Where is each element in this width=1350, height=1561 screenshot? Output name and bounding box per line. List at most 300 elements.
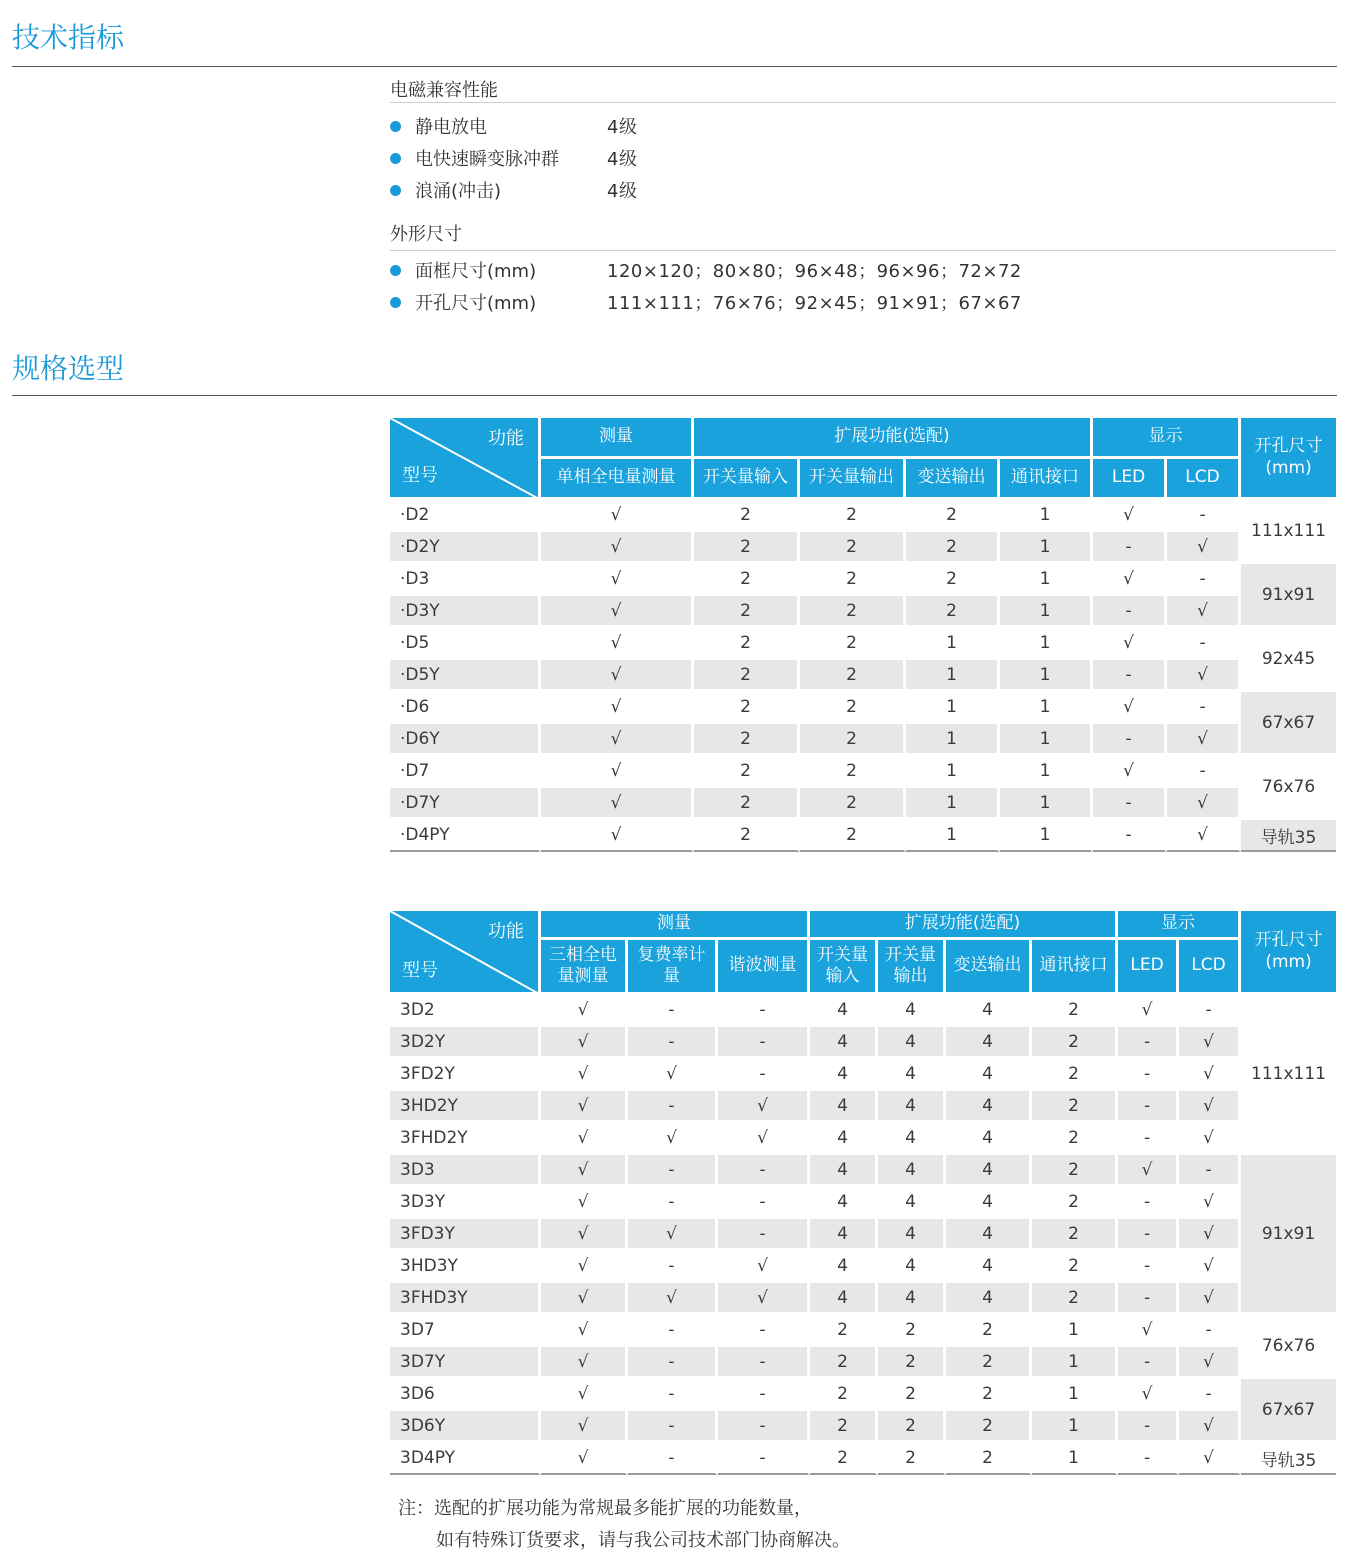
value-cell: 2 <box>800 692 906 724</box>
value-cell: √ <box>1167 788 1241 820</box>
column-header: 单相全电量测量 <box>541 459 694 500</box>
table-corner-header <box>390 911 541 995</box>
value-cell: - <box>1118 1443 1179 1475</box>
value-cell: - <box>718 1219 810 1251</box>
value-cell: - <box>718 1187 810 1219</box>
value-cell: 4 <box>878 1091 946 1123</box>
value-cell: - <box>1179 995 1241 1027</box>
model-cell: ·D2Y <box>390 532 541 564</box>
value-cell: 4 <box>878 995 946 1027</box>
value-cell: 4 <box>946 1219 1032 1251</box>
model-cell: ·D5Y <box>390 660 541 692</box>
dims-item-label: 面框尺寸(mm) <box>415 261 537 282</box>
value-cell: 4 <box>878 1219 946 1251</box>
value-cell: - <box>718 1379 810 1411</box>
group-measure-header: 测量 <box>541 418 694 459</box>
hole-size-cell: 111x111 <box>1241 500 1336 564</box>
value-cell: 2 <box>946 1347 1032 1379</box>
value-cell: 2 <box>878 1379 946 1411</box>
value-cell: 1 <box>1000 500 1093 532</box>
value-cell: 1 <box>906 820 1000 852</box>
value-cell: 4 <box>878 1283 946 1315</box>
group-display-header: 显示 <box>1118 911 1241 940</box>
value-cell: - <box>628 1347 718 1379</box>
value-cell: - <box>1167 756 1241 788</box>
value-cell: 4 <box>810 995 878 1027</box>
value-cell: 2 <box>800 596 906 628</box>
value-cell: - <box>1118 1027 1179 1059</box>
value-cell: √ <box>541 1123 628 1155</box>
corner-function-label: 功能 <box>488 921 524 942</box>
dims-heading: 外形尺寸 <box>390 224 462 245</box>
value-cell: √ <box>718 1123 810 1155</box>
value-cell: 1 <box>1000 788 1093 820</box>
value-cell: √ <box>541 532 694 564</box>
model-cell: 3D4PY <box>390 1443 541 1475</box>
value-cell: 2 <box>694 500 800 532</box>
value-cell: - <box>718 1347 810 1379</box>
column-header: 开关量输入 <box>810 940 878 995</box>
value-cell: √ <box>541 500 694 532</box>
value-cell: √ <box>1118 1379 1179 1411</box>
dims-item <box>390 287 1022 317</box>
value-cell: 1 <box>1032 1379 1118 1411</box>
group-display-header: 显示 <box>1093 418 1241 459</box>
value-cell: - <box>1118 1123 1179 1155</box>
value-cell: 1 <box>1000 596 1093 628</box>
emc-item-label: 静电放电 <box>415 117 487 138</box>
model-cell: ·D7 <box>390 756 541 788</box>
value-cell: - <box>628 1251 718 1283</box>
value-cell: - <box>628 1027 718 1059</box>
value-cell: √ <box>718 1251 810 1283</box>
value-cell: √ <box>541 820 694 852</box>
value-cell: 1 <box>1000 532 1093 564</box>
value-cell: 4 <box>810 1027 878 1059</box>
value-cell: √ <box>628 1219 718 1251</box>
value-cell: 4 <box>946 1059 1032 1091</box>
hole-size-cell: 导轨35 <box>1241 1443 1336 1475</box>
column-header: 开关量输出 <box>800 459 906 500</box>
model-cell: 3FD2Y <box>390 1059 541 1091</box>
emc-item-value: 4级 <box>607 117 638 138</box>
bullet-icon <box>390 185 401 196</box>
value-cell: 4 <box>878 1251 946 1283</box>
tech-section-title: 技术指标 <box>12 21 125 54</box>
value-cell: 1 <box>906 788 1000 820</box>
value-cell: 2 <box>800 628 906 660</box>
value-cell: - <box>1167 628 1241 660</box>
value-cell: √ <box>1179 1251 1241 1283</box>
value-cell: 1 <box>1000 660 1093 692</box>
value-cell: - <box>1093 596 1167 628</box>
bullet-icon <box>390 153 401 164</box>
column-header: LCD <box>1179 940 1241 995</box>
table-body <box>390 500 1336 852</box>
value-cell: √ <box>541 660 694 692</box>
value-cell: 2 <box>694 660 800 692</box>
model-cell: 3D7 <box>390 1315 541 1347</box>
value-cell: - <box>1118 1219 1179 1251</box>
value-cell: - <box>1167 692 1241 724</box>
value-cell: √ <box>1167 820 1241 852</box>
value-cell: - <box>1179 1155 1241 1187</box>
model-cell: 3FHD3Y <box>390 1283 541 1315</box>
value-cell: √ <box>1167 724 1241 756</box>
value-cell: 1 <box>1000 756 1093 788</box>
bullet-icon <box>390 297 401 308</box>
value-cell: 2 <box>1032 1219 1118 1251</box>
value-cell: √ <box>541 1027 628 1059</box>
value-cell: 4 <box>946 1091 1032 1123</box>
value-cell: √ <box>541 1283 628 1315</box>
value-cell: √ <box>541 1411 628 1443</box>
value-cell: √ <box>1179 1347 1241 1379</box>
column-header: 通讯接口 <box>1032 940 1118 995</box>
value-cell: - <box>718 1027 810 1059</box>
value-cell: √ <box>718 1091 810 1123</box>
column-header: 变送输出 <box>906 459 1000 500</box>
model-cell: 3HD2Y <box>390 1091 541 1123</box>
value-cell: - <box>1093 788 1167 820</box>
value-cell: 1 <box>1032 1411 1118 1443</box>
value-cell: 4 <box>946 1187 1032 1219</box>
value-cell: 4 <box>878 1027 946 1059</box>
model-cell: 3FD3Y <box>390 1219 541 1251</box>
value-cell: √ <box>1118 1315 1179 1347</box>
value-cell: - <box>1118 1347 1179 1379</box>
value-cell: 2 <box>1032 1123 1118 1155</box>
value-cell: √ <box>541 724 694 756</box>
value-cell: - <box>1093 820 1167 852</box>
value-cell: 4 <box>946 1155 1032 1187</box>
value-cell: 1 <box>1000 820 1093 852</box>
model-cell: 3D2Y <box>390 1027 541 1059</box>
value-cell: √ <box>1179 1123 1241 1155</box>
value-cell: 2 <box>694 596 800 628</box>
value-cell: √ <box>541 596 694 628</box>
model-cell: ·D2 <box>390 500 541 532</box>
emc-item <box>390 143 637 173</box>
value-cell: 2 <box>694 788 800 820</box>
value-cell: 2 <box>878 1411 946 1443</box>
value-cell: √ <box>1118 995 1179 1027</box>
model-cell: ·D7Y <box>390 788 541 820</box>
value-cell: 1 <box>1000 692 1093 724</box>
value-cell: - <box>718 1443 810 1475</box>
value-cell: 2 <box>694 564 800 596</box>
table-row <box>390 788 1336 820</box>
column-header: 三相全电量测量 <box>541 940 628 995</box>
model-cell: 3D2 <box>390 995 541 1027</box>
value-cell: - <box>1093 660 1167 692</box>
value-cell: √ <box>541 788 694 820</box>
value-cell: - <box>718 1155 810 1187</box>
value-cell: - <box>1118 1091 1179 1123</box>
footnote-line-2: 如有特殊订货要求，请与我公司技术部门协商解决。 <box>436 1530 850 1551</box>
table-row <box>390 724 1336 756</box>
table-row <box>390 1315 1336 1347</box>
value-cell: √ <box>1179 1411 1241 1443</box>
model-cell: 3D3 <box>390 1155 541 1187</box>
dims-rule <box>390 250 1336 251</box>
table-row <box>390 1091 1336 1123</box>
three-phase-spec-table <box>390 911 1336 1475</box>
emc-heading: 电磁兼容性能 <box>390 80 498 101</box>
emc-rule <box>390 102 1336 103</box>
value-cell: - <box>628 1379 718 1411</box>
group-ext-header: 扩展功能(选配) <box>694 418 1093 459</box>
table-row <box>390 1187 1336 1219</box>
column-header: 通讯接口 <box>1000 459 1093 500</box>
column-header: LCD <box>1167 459 1241 500</box>
value-cell: 4 <box>810 1059 878 1091</box>
dims-item <box>390 255 1022 285</box>
value-cell: - <box>1093 724 1167 756</box>
model-cell: ·D4PY <box>390 820 541 852</box>
model-cell: ·D5 <box>390 628 541 660</box>
table-row <box>390 500 1336 532</box>
value-cell: √ <box>1093 564 1167 596</box>
value-cell: 2 <box>800 500 906 532</box>
value-cell: 4 <box>878 1155 946 1187</box>
value-cell: 4 <box>810 1091 878 1123</box>
value-cell: 1 <box>906 692 1000 724</box>
table-row <box>390 628 1336 660</box>
value-cell: √ <box>541 1155 628 1187</box>
table-row <box>390 1347 1336 1379</box>
value-cell: √ <box>541 756 694 788</box>
emc-item-value: 4级 <box>607 149 638 170</box>
value-cell: - <box>628 1155 718 1187</box>
value-cell: 2 <box>1032 1251 1118 1283</box>
value-cell: 4 <box>878 1123 946 1155</box>
value-cell: √ <box>1179 1283 1241 1315</box>
dims-item-value: 120×120；80×80；96×48；96×96；72×72 <box>607 261 1022 282</box>
footnote-line-1: 注：选配的扩展功能为常规最多能扩展的功能数量， <box>398 1498 812 1519</box>
value-cell: √ <box>541 1251 628 1283</box>
value-cell: 1 <box>1000 724 1093 756</box>
table-row <box>390 1411 1336 1443</box>
single-phase-spec-table <box>390 418 1336 852</box>
table-row <box>390 1155 1336 1187</box>
bullet-icon <box>390 265 401 276</box>
value-cell: 2 <box>1032 995 1118 1027</box>
value-cell: 2 <box>946 1379 1032 1411</box>
corner-model-label: 型号 <box>402 959 438 981</box>
value-cell: - <box>1118 1187 1179 1219</box>
value-cell: 2 <box>800 820 906 852</box>
value-cell: √ <box>1118 1155 1179 1187</box>
table-row <box>390 1123 1336 1155</box>
value-cell: - <box>1118 1059 1179 1091</box>
column-header: LED <box>1118 940 1179 995</box>
value-cell: 2 <box>810 1347 878 1379</box>
value-cell: √ <box>541 1315 628 1347</box>
value-cell: √ <box>1093 628 1167 660</box>
table-row <box>390 1283 1336 1315</box>
value-cell: 2 <box>946 1443 1032 1475</box>
value-cell: 2 <box>906 532 1000 564</box>
value-cell: √ <box>541 995 628 1027</box>
model-cell: 3D6 <box>390 1379 541 1411</box>
model-cell: ·D3 <box>390 564 541 596</box>
value-cell: - <box>1118 1411 1179 1443</box>
value-cell: 4 <box>810 1187 878 1219</box>
model-cell: 3D6Y <box>390 1411 541 1443</box>
value-cell: 1 <box>1032 1347 1118 1379</box>
value-cell: 1 <box>1032 1315 1118 1347</box>
value-cell: 2 <box>810 1379 878 1411</box>
value-cell: - <box>718 1315 810 1347</box>
value-cell: - <box>628 1315 718 1347</box>
value-cell: 4 <box>810 1155 878 1187</box>
value-cell: 2 <box>800 788 906 820</box>
table-row <box>390 756 1336 788</box>
value-cell: 2 <box>906 564 1000 596</box>
column-header: 开关量输出 <box>878 940 946 995</box>
value-cell: - <box>1179 1379 1241 1411</box>
group-ext-header: 扩展功能(选配) <box>810 911 1118 940</box>
table-row <box>390 660 1336 692</box>
value-cell: 2 <box>878 1347 946 1379</box>
value-cell: 2 <box>906 500 1000 532</box>
value-cell: 2 <box>800 660 906 692</box>
value-cell: √ <box>541 1059 628 1091</box>
value-cell: 4 <box>878 1187 946 1219</box>
corner-function-label: 功能 <box>488 428 524 449</box>
emc-item-label: 电快速瞬变脉冲群 <box>415 149 559 170</box>
value-cell: √ <box>541 1187 628 1219</box>
value-cell: - <box>718 1059 810 1091</box>
dims-item-value: 111×111；76×76；92×45；91×91；67×67 <box>607 293 1022 314</box>
value-cell: - <box>1118 1283 1179 1315</box>
table-row <box>390 596 1336 628</box>
value-cell: 1 <box>906 628 1000 660</box>
value-cell: - <box>1118 1251 1179 1283</box>
dims-item-label: 开孔尺寸(mm) <box>415 293 537 314</box>
value-cell: 1 <box>906 756 1000 788</box>
value-cell: 4 <box>810 1123 878 1155</box>
corner-model-label: 型号 <box>402 464 438 486</box>
value-cell: √ <box>1179 1187 1241 1219</box>
hole-size-cell: 91x91 <box>1241 564 1336 628</box>
hole-size-cell: 67x67 <box>1241 692 1336 756</box>
value-cell: 2 <box>694 692 800 724</box>
value-cell: - <box>628 995 718 1027</box>
value-cell: 1 <box>906 724 1000 756</box>
hole-size-cell: 111x111 <box>1241 995 1336 1155</box>
value-cell: 4 <box>946 1251 1032 1283</box>
value-cell: √ <box>541 692 694 724</box>
value-cell: 4 <box>946 1027 1032 1059</box>
column-header: 谐波测量 <box>718 940 810 995</box>
value-cell: - <box>1093 532 1167 564</box>
model-cell: 3FHD2Y <box>390 1123 541 1155</box>
value-cell: 1 <box>1032 1443 1118 1475</box>
value-cell: √ <box>1179 1027 1241 1059</box>
value-cell: 1 <box>1000 564 1093 596</box>
value-cell: 2 <box>694 724 800 756</box>
bullet-icon <box>390 121 401 132</box>
value-cell: √ <box>1179 1443 1241 1475</box>
value-cell: 4 <box>946 1283 1032 1315</box>
value-cell: 2 <box>1032 1187 1118 1219</box>
hole-size-cell: 91x91 <box>1241 1155 1336 1315</box>
value-cell: 2 <box>906 596 1000 628</box>
emc-item-label: 浪涌(冲击) <box>415 181 502 202</box>
column-header: 开关量输入 <box>694 459 800 500</box>
value-cell: 1 <box>906 660 1000 692</box>
model-cell: ·D3Y <box>390 596 541 628</box>
column-header: LED <box>1093 459 1167 500</box>
value-cell: √ <box>1167 532 1241 564</box>
model-cell: 3HD3Y <box>390 1251 541 1283</box>
value-cell: 4 <box>946 1123 1032 1155</box>
value-cell: 2 <box>800 756 906 788</box>
table-row <box>390 1251 1336 1283</box>
hole-size-cell: 76x76 <box>1241 756 1336 820</box>
value-cell: 4 <box>878 1059 946 1091</box>
value-cell: 2 <box>800 532 906 564</box>
table-row <box>390 1443 1336 1475</box>
value-cell: √ <box>541 1379 628 1411</box>
value-cell: 2 <box>810 1315 878 1347</box>
value-cell: 1 <box>1000 628 1093 660</box>
value-cell: 2 <box>694 532 800 564</box>
value-cell: √ <box>1179 1219 1241 1251</box>
value-cell: 2 <box>1032 1283 1118 1315</box>
value-cell: - <box>718 1411 810 1443</box>
table-row <box>390 1379 1336 1411</box>
value-cell: 4 <box>810 1219 878 1251</box>
hole-size-cell: 92x45 <box>1241 628 1336 692</box>
value-cell: - <box>1167 564 1241 596</box>
value-cell: 2 <box>878 1315 946 1347</box>
value-cell: 2 <box>694 628 800 660</box>
value-cell: 2 <box>946 1315 1032 1347</box>
value-cell: 2 <box>800 724 906 756</box>
value-cell: 2 <box>810 1411 878 1443</box>
value-cell: √ <box>1093 500 1167 532</box>
hole-size-cell: 67x67 <box>1241 1379 1336 1443</box>
tech-section-rule <box>12 66 1337 67</box>
table-row <box>390 532 1336 564</box>
value-cell: 2 <box>878 1443 946 1475</box>
selection-section-title: 规格选型 <box>12 352 125 385</box>
value-cell: √ <box>628 1283 718 1315</box>
value-cell: √ <box>1093 692 1167 724</box>
value-cell: √ <box>628 1123 718 1155</box>
value-cell: 2 <box>694 820 800 852</box>
table-row <box>390 995 1336 1027</box>
hole-size-header: 开孔尺寸(mm) <box>1241 911 1336 995</box>
value-cell: - <box>628 1443 718 1475</box>
value-cell: - <box>1179 1315 1241 1347</box>
value-cell: 2 <box>1032 1091 1118 1123</box>
value-cell: 4 <box>810 1251 878 1283</box>
hole-size-cell: 导轨35 <box>1241 820 1336 852</box>
value-cell: 2 <box>1032 1027 1118 1059</box>
value-cell: √ <box>541 1219 628 1251</box>
value-cell: √ <box>628 1059 718 1091</box>
emc-item-value: 4级 <box>607 181 638 202</box>
emc-item <box>390 111 637 141</box>
value-cell: √ <box>718 1283 810 1315</box>
value-cell: √ <box>1179 1091 1241 1123</box>
table-row <box>390 1027 1336 1059</box>
table-row <box>390 820 1336 852</box>
